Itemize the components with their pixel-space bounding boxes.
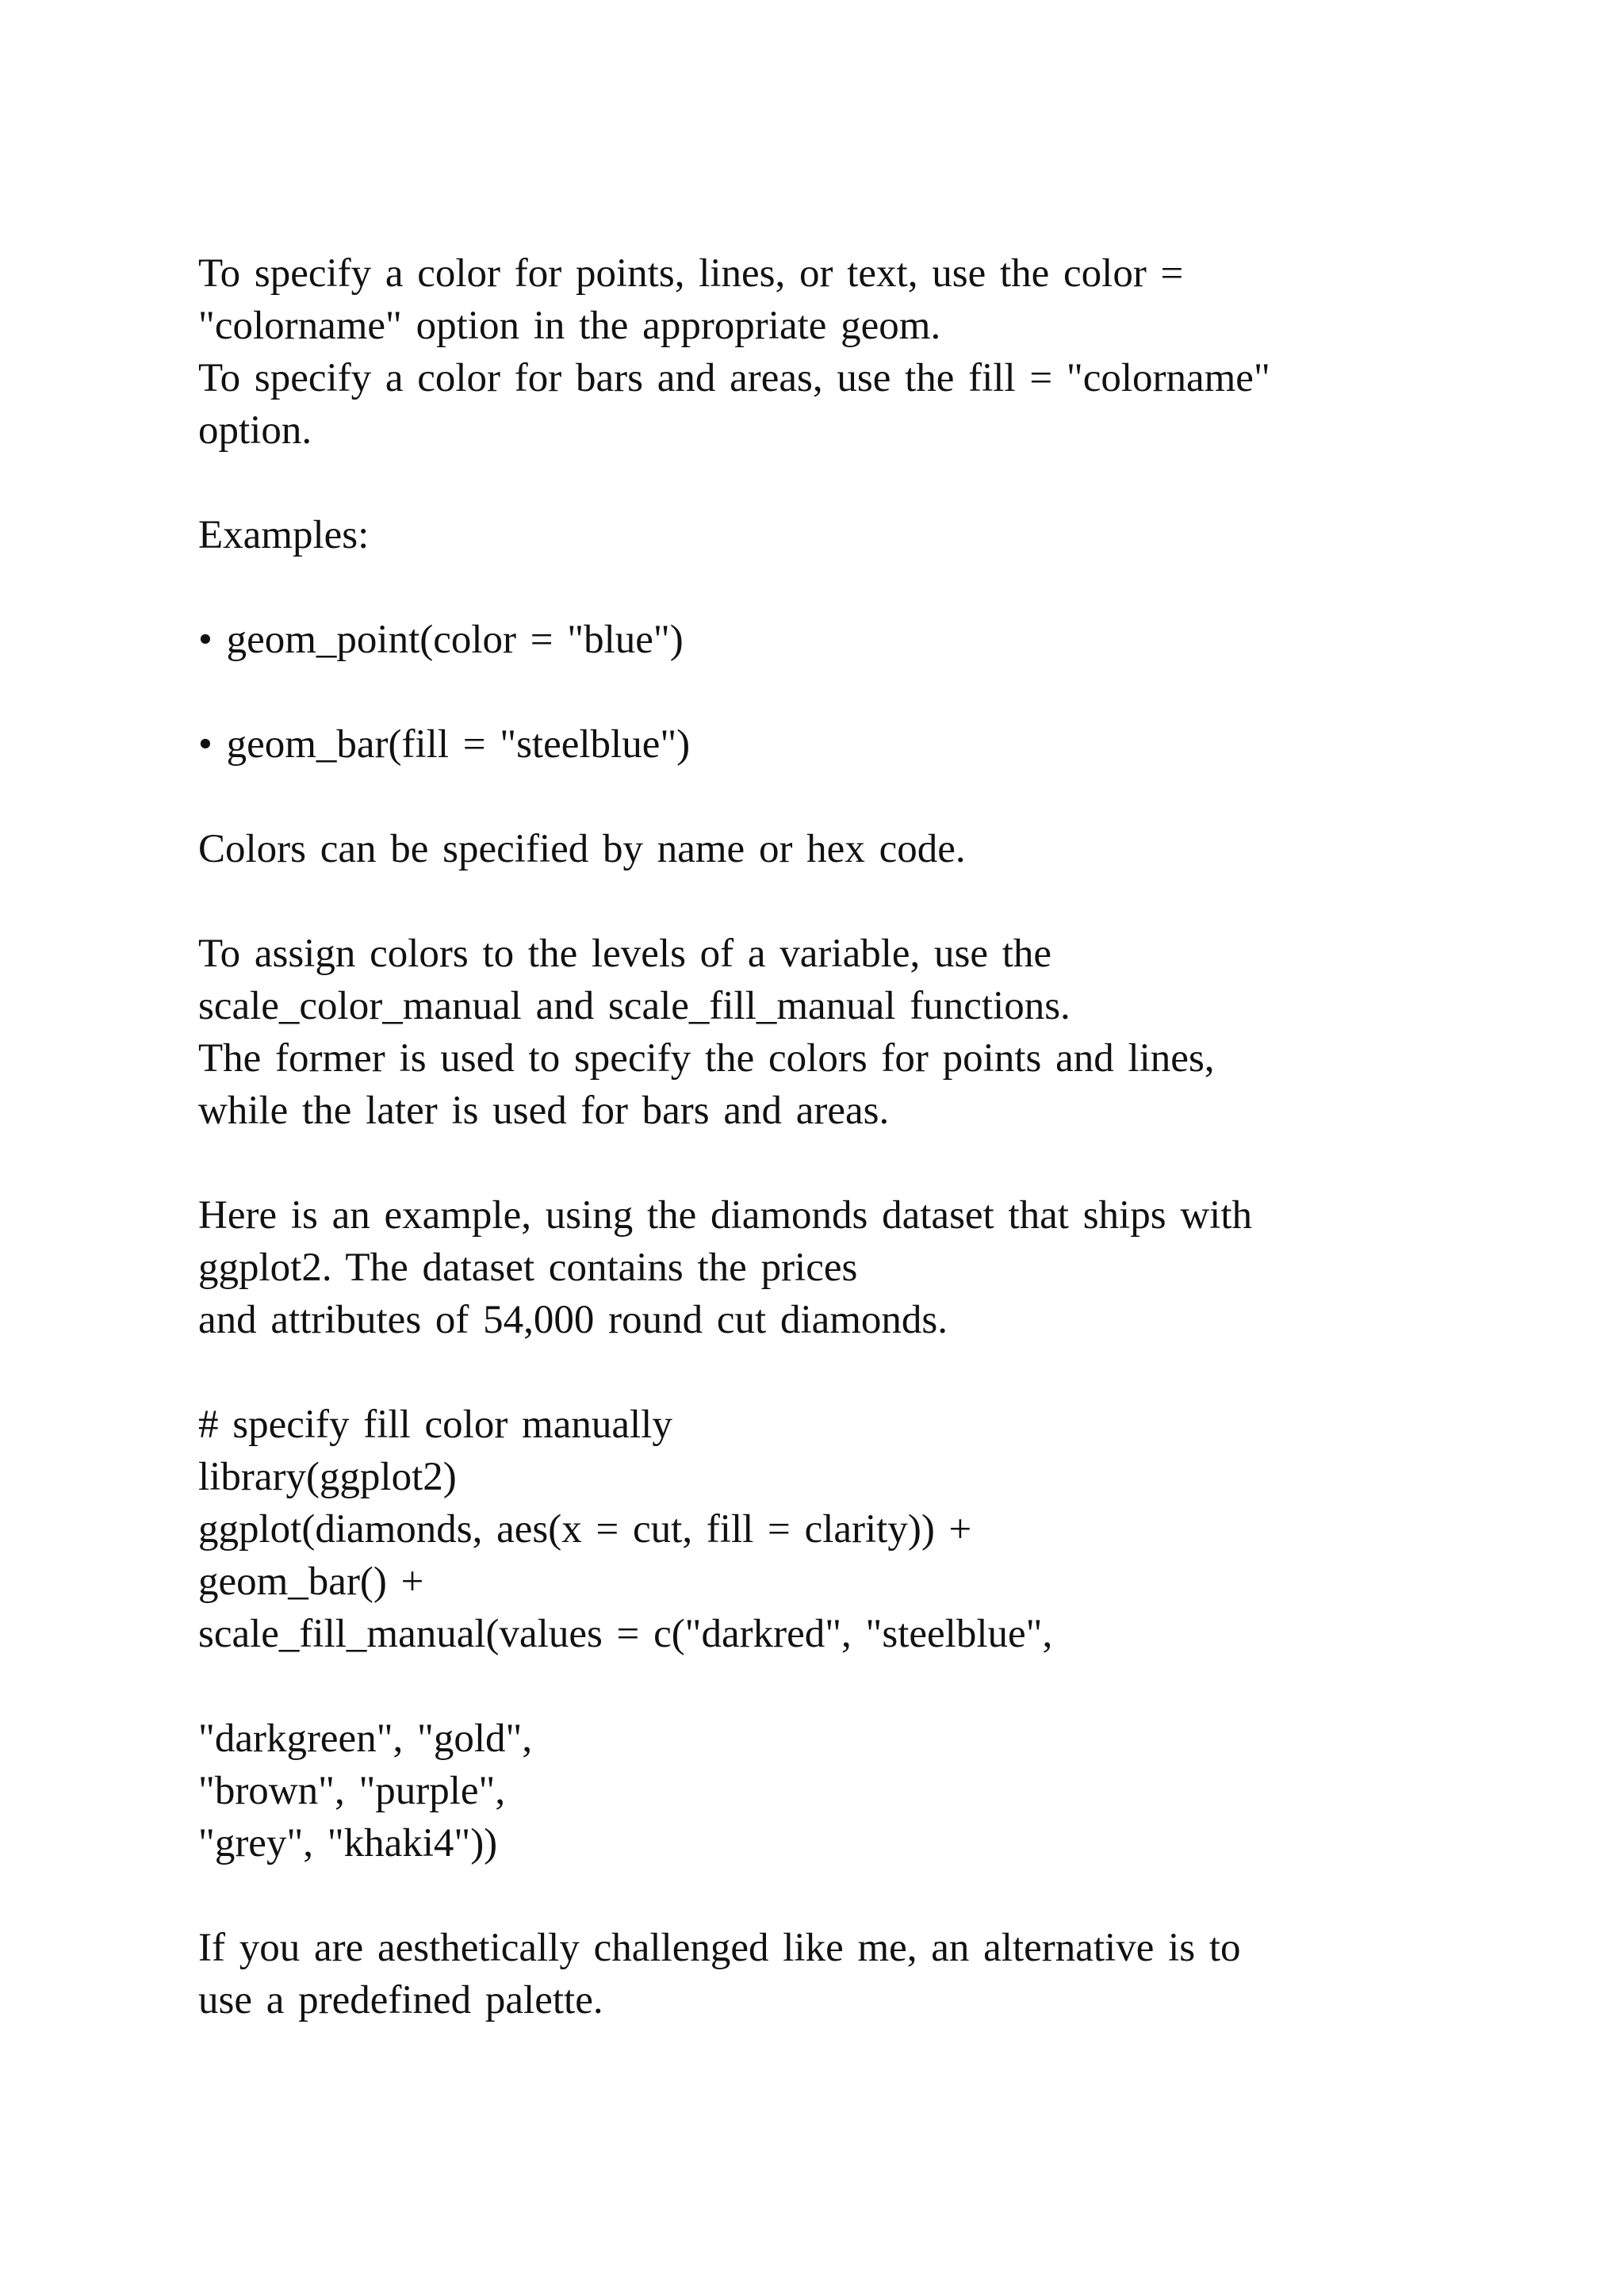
bullet-item: • geom_bar(fill = "steelblue") [198,722,691,767]
code-line: library(ggplot2) [198,1455,457,1499]
text-line: The former is used to specify the colors for points and lines, [198,1036,1215,1081]
code-line: scale_fill_manual(values = c("darkred", "steelblue", [198,1612,1053,1656]
text-line: use a predefined palette. [198,1978,603,2022]
colors-paragraph: Colors can be specified by name or hex code. [198,827,966,871]
scale-paragraph [198,928,1435,1137]
code-line: # specify fill color manually [198,1402,672,1447]
intro-paragraph [198,247,1435,457]
code-line: "grey", "khaki4")) [198,1821,498,1866]
example-paragraph [198,1189,1435,1346]
palette-paragraph [198,1922,1435,2026]
text-line: ggplot2. The dataset contains the prices [198,1246,858,1290]
text-line: Here is an example, using the diamonds dataset that ships with [198,1193,1252,1238]
text-line: option. [198,408,312,453]
code-block [198,1399,1435,1869]
examples-heading: Examples: [198,513,370,557]
text-line: and attributes of 54,000 round cut diamonds. [198,1298,948,1342]
text-line: To assign colors to the levels of a variable, use the [198,932,1052,976]
code-line: "brown", "purple", [198,1769,506,1813]
document-page [198,247,1435,2026]
text-line: "colorname" option in the appropriate geom. [198,304,941,348]
code-line: geom_bar() + [198,1559,424,1604]
code-line: ggplot(diamonds, aes(x = cut, fill = clarity)) + [198,1507,972,1552]
text-line: To specify a color for points, lines, or text, use the color = [198,251,1184,296]
text-line: If you are aesthetically challenged like me, an alternative is to [198,1926,1241,1970]
text-line: To specify a color for bars and areas, use the fill = "colorname" [198,356,1270,400]
text-line: scale_color_manual and scale_fill_manual functions. [198,984,1071,1028]
code-line: "darkgreen", "gold", [198,1716,533,1761]
bullet-item: • geom_point(color = "blue") [198,618,684,662]
text-line: while the later is used for bars and areas. [198,1089,890,1133]
